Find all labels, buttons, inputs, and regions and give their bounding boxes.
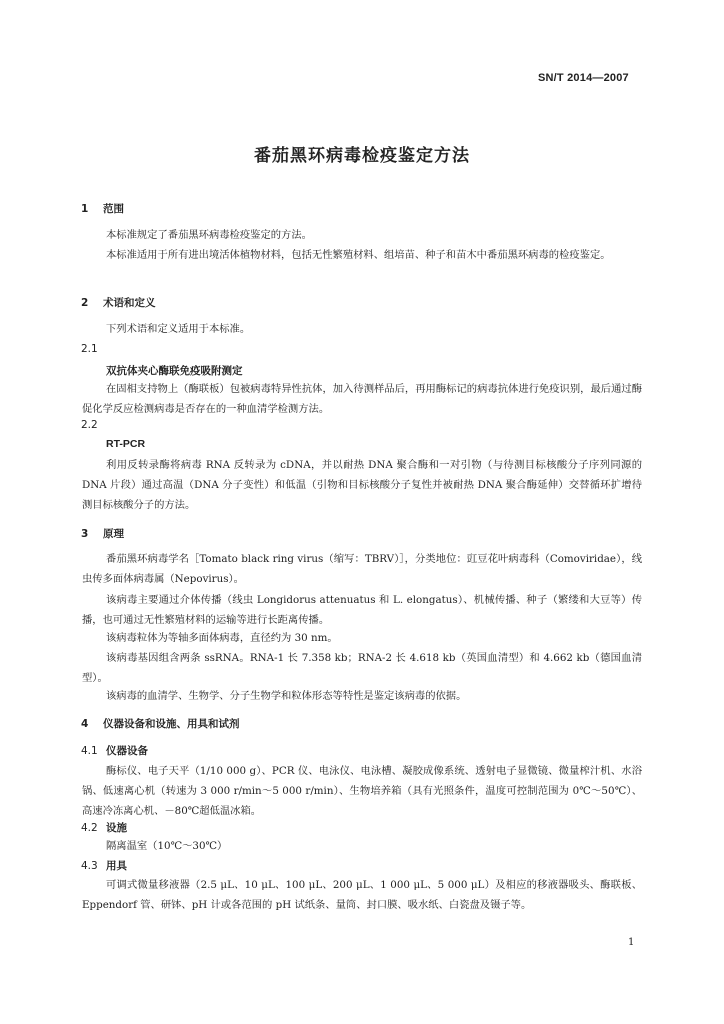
term-rt-pcr: RT-PCR bbox=[106, 438, 146, 450]
subsection-number: 2.1 bbox=[81, 343, 98, 355]
subsection-4-3-heading bbox=[81, 858, 127, 873]
section-number: 2 bbox=[81, 297, 89, 309]
standard-number: SN/T 2014—2007 bbox=[538, 72, 629, 84]
section-number: 4 bbox=[81, 718, 89, 730]
document-title: 番茄黑环病毒检疫鉴定方法 bbox=[254, 146, 470, 166]
paragraph: 酶标仪、电子天平（1/10 000 g）、PCR 仪、电泳仪、电泳槽、凝胶成像系统、透射电子显微镜、微量榨汁机、水浴锅、低速离心机（转速为 3 000 r/min～5 000 r/min）、生物培养箱（具有光照条件，温度可控制范围为 0℃～50℃）、高速冷冻离心机、－80℃超低温冰箱。 bbox=[82, 765, 642, 817]
subsection-2-1-number bbox=[81, 343, 106, 355]
subsection-number: 2.2 bbox=[81, 419, 98, 431]
subsection-number: 4.3 bbox=[81, 860, 98, 872]
section-title: 术语和定义 bbox=[103, 297, 156, 309]
section-1-heading bbox=[81, 201, 124, 216]
paragraph: 在固相支持物上（酶联板）包被病毒特异性抗体，加入待测样品后，再用酶标记的病毒抗体进行免疫识别，最后通过酶促化学反应检测病毒是否存在的一种血清学检测方法。 bbox=[82, 383, 642, 415]
paragraph: 该病毒基因组含两条 ssRNA。RNA-1 长 7.358 kb；RNA-2 长 4.618 kb（英国血清型）和 4.662 kb（德国血清型）。 bbox=[82, 652, 642, 684]
term-elisa: 双抗体夹心酶联免疫吸附测定 bbox=[106, 365, 243, 377]
paragraph: 利用反转录酶将病毒 RNA 反转录为 cDNA，并以耐热 DNA 聚合酶和一对引物（与待测目标核酸分子序列同源的 DNA 片段）通过高温（DNA 分子变性）和低温（引物和目标核酸分子复性并被耐热 DNA 聚合酶延伸）交替循环扩增待测目标核酸分子的方法。 bbox=[82, 459, 642, 511]
section-number: 3 bbox=[81, 528, 89, 540]
section-title: 仪器设备和设施、用具和试剂 bbox=[103, 718, 240, 730]
paragraph: 该病毒的血清学、生物学、分子生物学和粒体形态等特性是鉴定该病毒的依据。 bbox=[106, 690, 467, 702]
subsection-number: 4.2 bbox=[81, 822, 98, 834]
paragraph: 番茄黑环病毒学名［Tomato black ring virus（缩写：TBRV）］，分类地位：豇豆花叶病毒科（Comoviridae），线虫传多面体病毒属（Nepovirus）。 bbox=[82, 553, 642, 585]
paragraph: 可调式微量移液器（2.5 μL、10 μL、100 μL、200 μL、1 000 μL、5 000 μL）及相应的移液器吸头、酶联板、Eppendorf 管、研钵、pH 计或各范围的 pH 试纸条、量筒、封口膜、吸水纸、白瓷盘及镊子等。 bbox=[82, 879, 642, 911]
paragraph: 该病毒主要通过介体传播（线虫 Longidorus attenuatus 和 L. elongatus）、机械传播、种子（繁缕和大豆等）传播，也可通过无性繁殖材料的运输等进行长距离传播。 bbox=[82, 594, 642, 626]
paragraph: 该病毒粒体为等轴多面体病毒，直径约为 30 nm。 bbox=[106, 632, 338, 644]
page-number: 1 bbox=[628, 937, 635, 948]
paragraph: 隔离温室（10℃～30℃） bbox=[106, 840, 228, 852]
section-4-heading bbox=[81, 716, 240, 731]
section-title: 原理 bbox=[103, 528, 124, 540]
subsection-number: 4.1 bbox=[81, 745, 98, 757]
section-2-heading bbox=[81, 295, 156, 310]
subsection-4-2-heading bbox=[81, 820, 127, 835]
paragraph: 本标准适用于所有进出境活体植物材料，包括无性繁殖材料、组培苗、种子和苗木中番茄黑环病毒的检疫鉴定。 bbox=[106, 249, 611, 261]
subsection-title: 仪器设备 bbox=[106, 745, 148, 757]
section-title: 范围 bbox=[103, 203, 124, 215]
section-3-heading bbox=[81, 526, 124, 541]
paragraph: 下列术语和定义适用于本标准。 bbox=[106, 323, 251, 335]
subsection-title: 用具 bbox=[106, 860, 127, 872]
section-number: 1 bbox=[81, 203, 89, 215]
subsection-title: 设施 bbox=[106, 822, 127, 834]
subsection-2-2-number bbox=[81, 419, 106, 431]
paragraph: 本标准规定了番茄黑环病毒检疫鉴定的方法。 bbox=[106, 229, 312, 241]
subsection-4-1-heading bbox=[81, 743, 148, 758]
